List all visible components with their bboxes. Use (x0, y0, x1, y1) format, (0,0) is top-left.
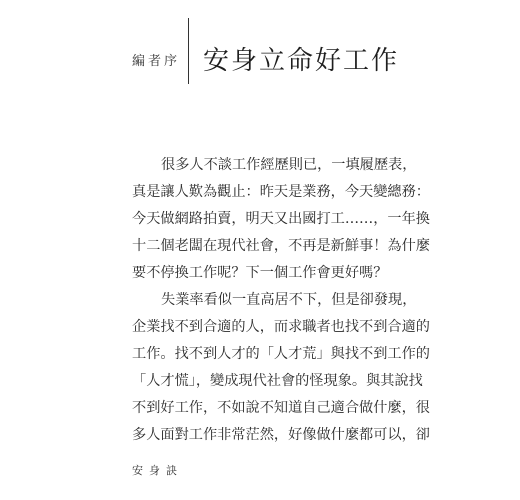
chapter-title: 安身立命好工作 (203, 46, 400, 76)
paragraph-line: 要不停換工作呢？下一個工作會更好嗎？ (132, 265, 388, 281)
header-divider (188, 18, 189, 84)
chapter-header (0, 18, 520, 84)
paragraph-line: 真是讓人歎為觀止：昨天是業務，今天變總務： (132, 184, 430, 200)
paragraph-line: 十二個老闆在現代社會，不再是新鮮事！為什麼 (132, 238, 430, 254)
paragraph-line: 很多人不談工作經歷則已，一填履歷表， (161, 157, 417, 173)
body-text (132, 152, 430, 449)
paragraph-line: 多人面對工作非常茫然，好像做什麼都可以，卻 (132, 427, 430, 443)
paragraph-line: 不到好工作，不如說不知道自己適合做什麼，很 (132, 400, 430, 416)
running-footer: 安身訣 (132, 464, 183, 477)
paragraph-line: 工作。找不到人才的「人才荒」與找不到工作的 (132, 346, 430, 362)
paragraph-line: 「人才慌」，變成現代社會的怪現象。與其說找 (132, 373, 423, 389)
section-label: 編者序 (132, 54, 181, 69)
paragraph-line: 失業率看似一直高居不下，但是卻發現， (161, 292, 417, 308)
paragraph-line: 企業找不到合適的人，而求職者也找不到合適的 (132, 319, 430, 335)
paragraph-line: 今天做網路拍賣，明天又出國打工……，一年換 (132, 211, 430, 227)
